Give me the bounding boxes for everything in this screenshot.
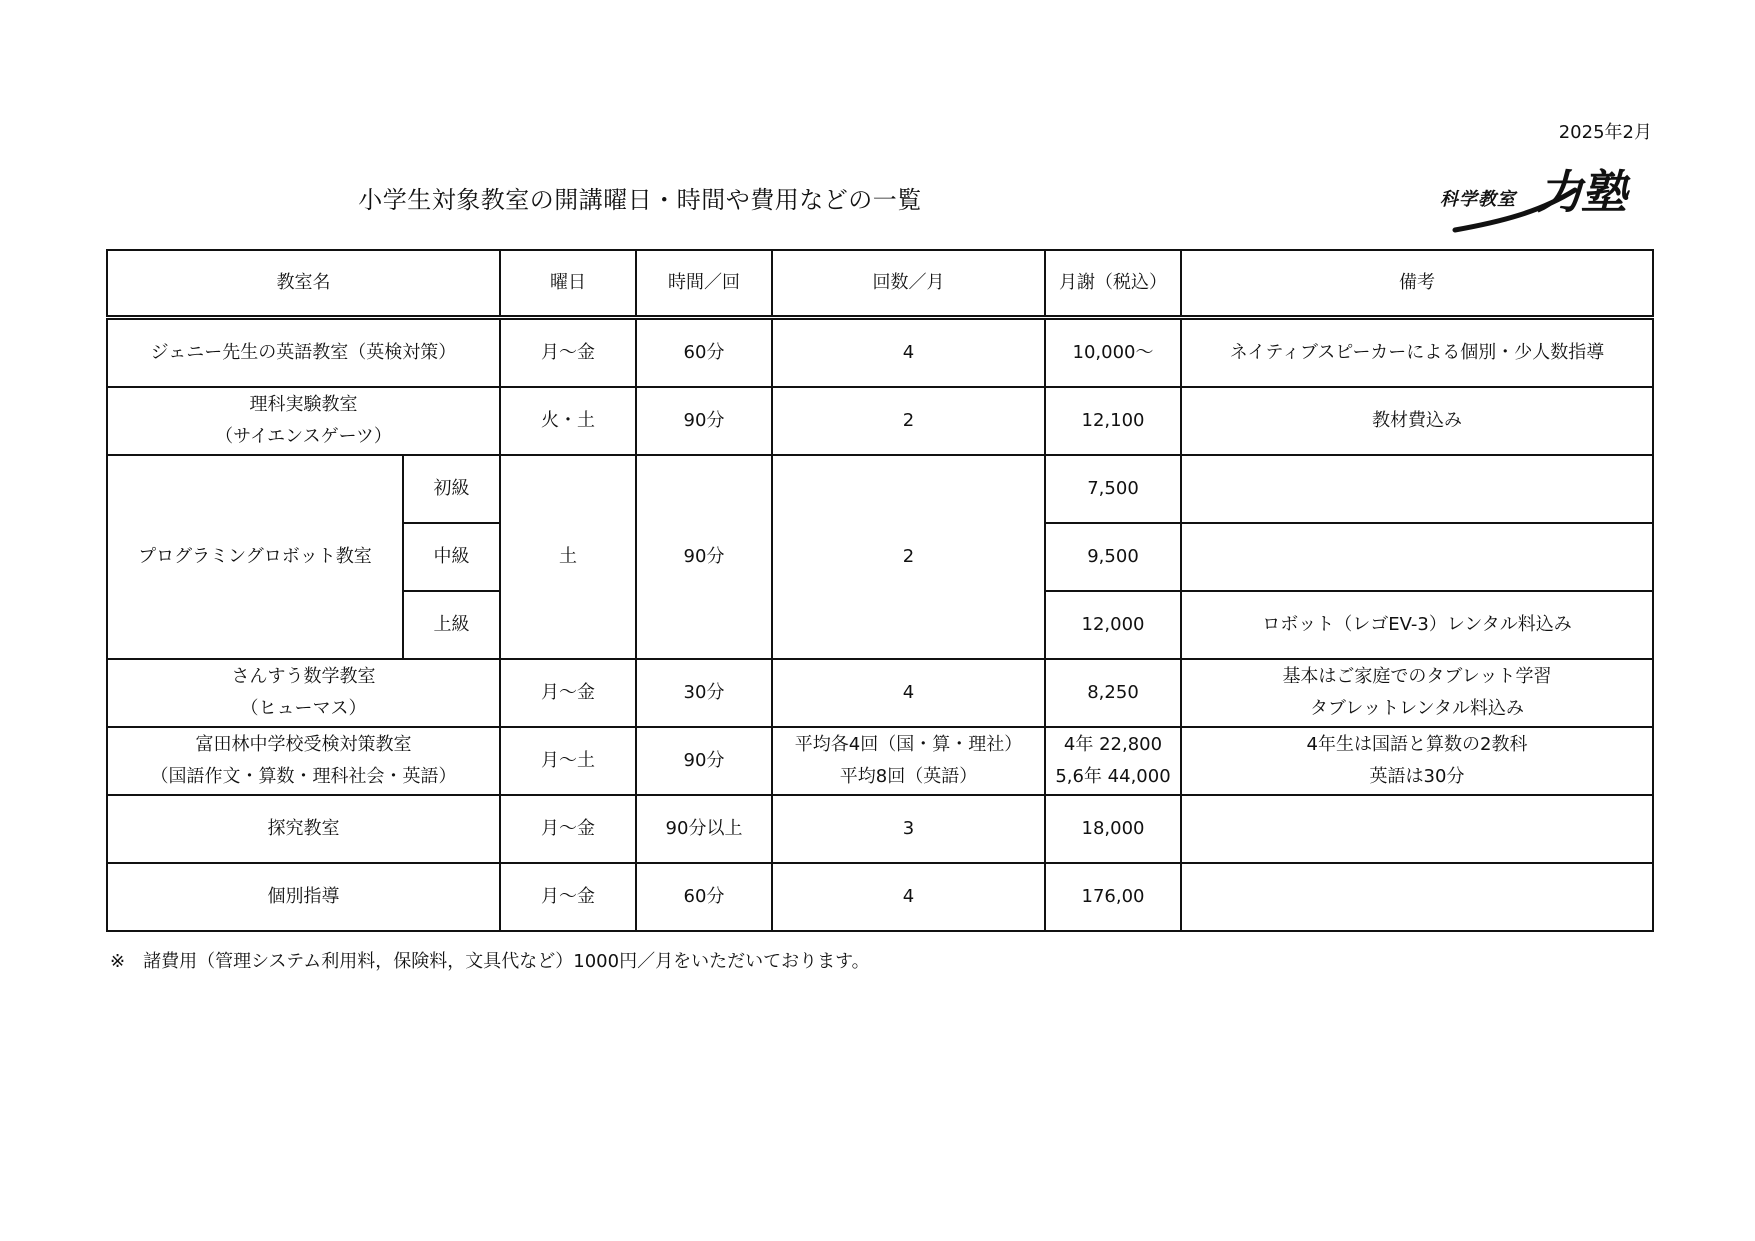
cell-name: 探究教室	[107, 795, 500, 863]
cell-remarks	[1181, 659, 1653, 727]
cell-level: 上級	[403, 591, 500, 659]
cell-name-line1: 富田林中学校受検対策教室	[195, 734, 412, 755]
cell-count	[772, 727, 1045, 795]
footnote: ※ 諸費用（管理システム利用料，保険料，文具代など）1000円／月をいただいております。	[110, 951, 870, 972]
cell-remarks: 教材費込み	[1181, 387, 1653, 455]
logo-big-text: 力塾	[1537, 165, 1625, 219]
cell-remarks	[1181, 455, 1653, 523]
cell-count: 3	[772, 795, 1045, 863]
cell-fee: 18,000	[1045, 795, 1181, 863]
cell-count: 2	[772, 455, 1045, 659]
document-date: 2025年2月	[1558, 122, 1652, 143]
cell-fee: 12,000	[1045, 591, 1181, 659]
cell-count: 2	[772, 387, 1045, 455]
cell-remarks: ネイティブスピーカーによる個別・少人数指導	[1181, 318, 1653, 388]
cell-remarks	[1181, 795, 1653, 863]
table-row-math	[107, 659, 1653, 727]
table-row-science	[107, 387, 1653, 455]
cell-time: 60分	[636, 863, 772, 931]
cell-remarks-line1: 4年生は国語と算数の2教科	[1306, 734, 1528, 755]
cell-fee-line1: 4年 22,800	[1063, 734, 1163, 755]
cell-fee	[1045, 727, 1181, 795]
cell-name	[107, 387, 500, 455]
cell-count: 4	[772, 659, 1045, 727]
cell-fee: 8,250	[1045, 659, 1181, 727]
cell-count-line2: 平均8回（英語）	[839, 766, 978, 787]
table-row-private	[107, 863, 1653, 931]
school-logo	[1440, 160, 1630, 238]
class-schedule-table	[106, 249, 1654, 932]
cell-day: 火・土	[500, 387, 636, 455]
cell-remarks-line1: 基本はご家庭でのタブレット学習	[1282, 666, 1552, 687]
logo-small-text: 科学教室	[1440, 189, 1516, 210]
cell-level: 初級	[403, 455, 500, 523]
cell-name-line2: （サイエンスゲーツ）	[215, 426, 392, 447]
table-row-inquiry	[107, 795, 1653, 863]
cell-time: 90分	[636, 455, 772, 659]
cell-count: 4	[772, 863, 1045, 931]
cell-day: 月～金	[500, 863, 636, 931]
cell-name	[107, 659, 500, 727]
cell-time: 30分	[636, 659, 772, 727]
cell-name-line2: （ヒューマス）	[240, 698, 367, 719]
cell-name-line1: 理科実験教室	[249, 394, 358, 415]
cell-count-line1: 平均各4回（国・算・理社）	[794, 734, 1023, 755]
cell-name: プログラミングロボット教室	[107, 455, 403, 659]
cell-name-line2: （国語作文・算数・理科社会・英語）	[150, 766, 457, 787]
cell-name: ジェニー先生の英語教室（英検対策）	[107, 318, 500, 388]
cell-fee-line2: 5,6年 44,000	[1055, 766, 1171, 787]
header-fee: 月謝（税込）	[1045, 250, 1181, 318]
cell-name: 個別指導	[107, 863, 500, 931]
cell-level: 中級	[403, 523, 500, 591]
header-remarks: 備考	[1181, 250, 1653, 318]
cell-remarks-line2: タブレットレンタル料込み	[1310, 698, 1524, 719]
cell-remarks	[1181, 523, 1653, 591]
cell-day: 月～金	[500, 795, 636, 863]
table-row-robot-beginner	[107, 455, 1653, 523]
document-title: 小学生対象教室の開講曜日・時間や費用などの一覧	[358, 186, 922, 214]
cell-name-line1: さんすう数学教室	[231, 666, 376, 687]
cell-remarks: ロボット（レゴEV-3）レンタル料込み	[1181, 591, 1653, 659]
cell-time: 90分	[636, 387, 772, 455]
cell-fee: 12,100	[1045, 387, 1181, 455]
cell-remarks	[1181, 863, 1653, 931]
cell-day: 月～金	[500, 659, 636, 727]
header-count: 回数／月	[772, 250, 1045, 318]
header-time: 時間／回	[636, 250, 772, 318]
table-row-exam	[107, 727, 1653, 795]
header-day: 曜日	[500, 250, 636, 318]
cell-fee: 176,00	[1045, 863, 1181, 931]
cell-time: 90分以上	[636, 795, 772, 863]
cell-time: 60分	[636, 318, 772, 388]
cell-name	[107, 727, 500, 795]
cell-fee: 10,000～	[1045, 318, 1181, 388]
cell-remarks-line2: 英語は30分	[1369, 766, 1465, 787]
table-header-row	[107, 250, 1653, 318]
cell-time: 90分	[636, 727, 772, 795]
cell-day: 土	[500, 455, 636, 659]
cell-day: 月～土	[500, 727, 636, 795]
cell-count: 4	[772, 318, 1045, 388]
cell-day: 月～金	[500, 318, 636, 388]
cell-fee: 7,500	[1045, 455, 1181, 523]
cell-remarks	[1181, 727, 1653, 795]
cell-fee: 9,500	[1045, 523, 1181, 591]
header-classroom-name: 教室名	[107, 250, 500, 318]
table-row-english	[107, 318, 1653, 388]
